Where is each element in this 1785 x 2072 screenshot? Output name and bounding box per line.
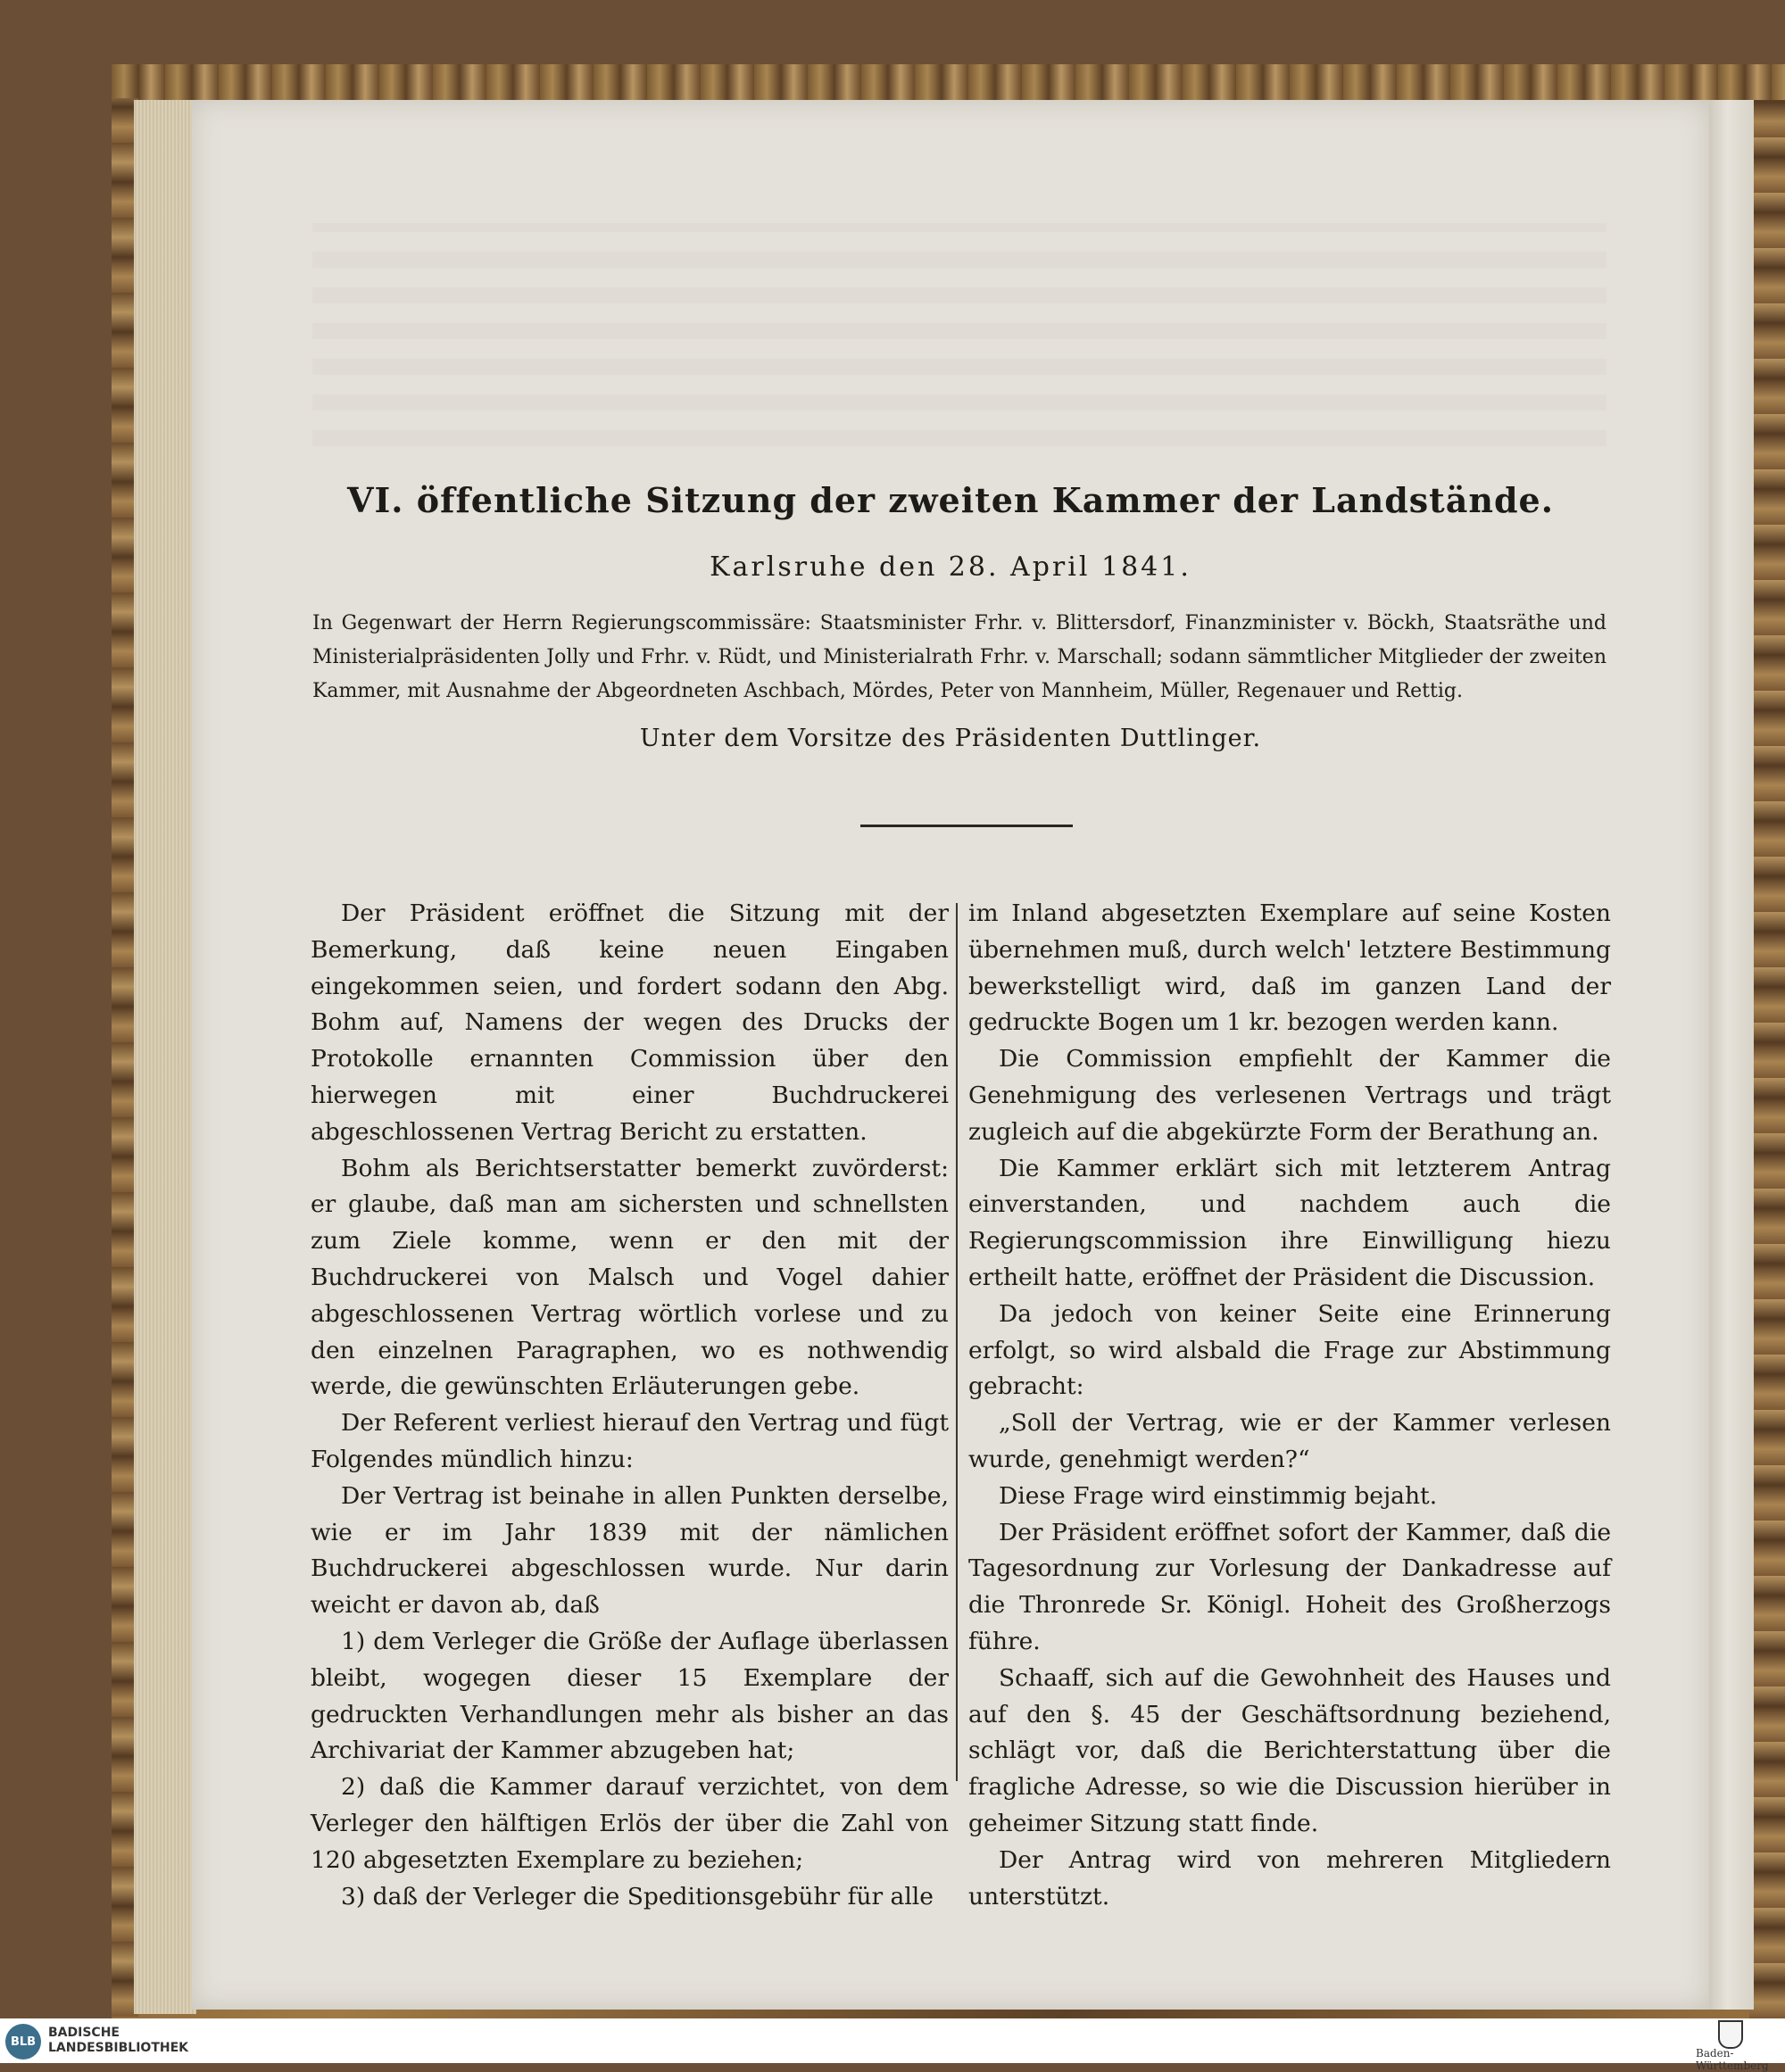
session-date-place: Karlsruhe den 28. April 1841.: [710, 551, 1191, 583]
book-cover-right-edge: [1749, 100, 1785, 2018]
list-item: 2) daß die Kammer darauf verzichtet, von dem Verleger den hälftigen Erlös der über die Zahl von 120 abgesetzten Exemplare zu beziehen;: [311, 1773, 949, 1874]
bleed-through-text: [312, 223, 1606, 446]
page-edges: [134, 100, 196, 2014]
state-crest-icon: [1718, 2020, 1743, 2049]
library-name-line1: BADISCHE: [48, 2026, 120, 2040]
paragraph: Der Vertrag ist beinahe in allen Punkten derselbe, wie er im Jahr 1839 mit der nämlichen Buchdruckerei abgeschlossen wurde. Nur darin weicht er davon ab, daß: [311, 1481, 949, 1620]
quoted-question: „Soll der Vertrag, wie er der Kammer verlesen wurde, genehmigt werden?“: [968, 1409, 1611, 1473]
right-text-column: [968, 896, 1611, 1915]
paragraph: Der Antrag wird von mehreren Mitgliedern unterstützt.: [968, 1845, 1611, 1910]
footer-bar: [0, 2018, 1785, 2063]
list-item: 3) daß der Verleger die Speditionsgebühr für alle: [341, 1882, 934, 1910]
paragraph-continuation: im Inland abgesetzten Exemplare auf seine Kosten übernehmen muß, durch welch' letztere Bestimmung bewerkstelligt wird, daß im ganzen Land der gedruckte Bogen um 1 kr. bezogen werden kann.: [968, 899, 1611, 1037]
paragraph: Der Präsident eröffnet die Sitzung mit der Bemerkung, daß keine neuen Eingaben eingekommen seien, und fordert sodann den Abg. Bohm auf, Namens der wegen des Drucks der Protokolle ernannten Commission über den hierwegen mit einer Buchdruckerei abgeschlossenen Vertrag Bericht zu erstatten.: [311, 899, 949, 1146]
left-text-column: [311, 896, 949, 1915]
attendance-paragraph: In Gegenwart der Herrn Regierungscommissäre: Staatsminister Frhr. v. Blittersdorf, Finanzminister v. Böckh, Staatsräthe und Ministerialpräsidenten Jolly und Frhr. v. Rüdt, und Ministerialrath Frhr. v. Marschall; sodann sämmtlicher Mitglieder der zweiten Kammer, mit Ausnahme der Abgeordneten Aschbach, Mördes, Peter von Mannheim, Müller, Regenauer und Rettig.: [312, 612, 1606, 702]
paragraph: Der Präsident eröffnet sofort der Kammer, daß die Tagesordnung zur Vorlesung der Dankadresse auf die Thronrede Sr. Königl. Hoheit des Großherzogs führe.: [968, 1518, 1611, 1655]
section-rule: [860, 825, 1073, 827]
library-logo-icon[interactable]: BLB: [5, 2024, 41, 2060]
paragraph: Der Referent verliest hierauf den Vertrag und fügt Folgendes mündlich hinzu:: [311, 1409, 949, 1473]
paragraph: Die Commission empfiehlt der Kammer die Genehmigung des verlesenen Vertrags und trägt zugleich auf die abgekürzte Form der Berathung an.: [968, 1045, 1611, 1146]
next-page-edge: [1709, 100, 1754, 2010]
library-name-line2: LANDESBIBLIOTHEK: [48, 2041, 189, 2055]
session-title: VI. öffentliche Sitzung der zweiten Kammer der Landstände.: [347, 480, 1554, 520]
state-label: Baden-Württemberg: [1696, 2047, 1769, 2072]
library-name[interactable]: [48, 2026, 188, 2056]
paragraph: Diese Frage wird einstimmig bejaht.: [999, 1481, 1438, 1510]
paragraph: Bohm als Berichtserstatter bemerkt zuvörderst: er glaube, daß man am sichersten und schnellsten zum Ziele komme, wenn er den mit der Buchdruckerei von Malsch und Vogel dahier abgeschlossenen Vertrag wörtlich vorlese und zu den einzelnen Paragraphen, wo es nothwendig werde, die gewünschten Erläuterungen gebe.: [311, 1154, 949, 1401]
paragraph: Da jedoch von keiner Seite eine Erinnerung erfolgt, so wird alsbald die Frage zur Abstimmung gebracht:: [968, 1299, 1611, 1401]
paragraph: Die Kammer erklärt sich mit letzterem Antrag einverstanden, und nachdem auch die Regierungscommission ihre Einwilligung hiezu ertheilt hatte, eröffnet der Präsident die Discussion.: [968, 1154, 1611, 1291]
chair-line: Unter dem Vorsitze des Präsidenten Duttlinger.: [639, 725, 1262, 752]
list-item: 1) dem Verleger die Größe der Auflage überlassen bleibt, wogegen dieser 15 Exemplare der gedruckten Verhandlungen mehr als bisher an das Archivariat der Kammer abzugeben hat;: [311, 1627, 949, 1765]
column-divider: [956, 903, 958, 1781]
paragraph: Schaaff, sich auf die Gewohnheit des Hauses und auf den §. 45 der Geschäftsordnung beziehend, schlägt vor, daß die Berichterstattung über die fragliche Adresse, so wie die Discussion hierüber in geheimer Sitzung statt finde.: [968, 1663, 1611, 1837]
